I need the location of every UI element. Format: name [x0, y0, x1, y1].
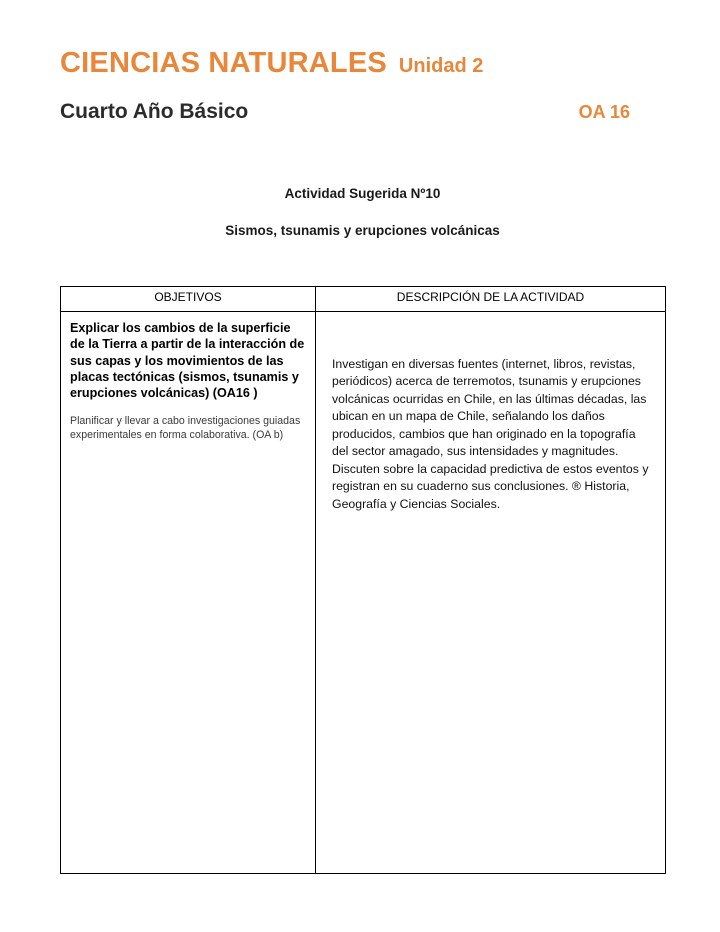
subtitle-line	[60, 100, 665, 124]
objective-secondary-text: Planificar y llevar a cabo investigaciones guiadas experimentales en forma colaborativa. (OA b)	[70, 414, 301, 441]
title-line	[60, 48, 665, 80]
unit-label: Unidad 2	[398, 55, 484, 77]
table-header-row	[61, 286, 666, 311]
activity-description-text: Investigan en diversas fuentes (internet, libros, revistas, periódicos) acerca de terremotos, tsunamis y erupciones volcánicas ocurridas en Chile, en las últimas décadas, las ubican en un mapa de Chile, señalando los daños producidos, cambios que han originado en la topografía del sector amagado, sus intensidades y magnitudes. Discuten sobre la capacidad predictiva de estos eventos y registran en su cuaderno sus conclusiones. ® Historia, Geografía y Ciencias Sociales.	[332, 356, 649, 511]
cell-description	[316, 311, 666, 873]
column-header-objectives: OBJETIVOS	[61, 286, 316, 311]
oa-code-label: OA 16	[578, 101, 630, 122]
document-header	[60, 48, 665, 124]
activity-number-label: Actividad Sugerida Nº10	[284, 185, 441, 201]
page-title: CIENCIAS NATURALES	[60, 47, 387, 79]
grade-level-label: Cuarto Año Básico	[60, 99, 249, 123]
cell-objectives	[61, 311, 316, 873]
activity-topic-label: Sismos, tsunamis y erupciones volcánicas	[225, 222, 500, 238]
activity-heading	[60, 186, 665, 238]
table-row	[61, 311, 666, 873]
objective-main-text: Explicar los cambios de la superficie de la Tierra a partir de la interacción de sus capas y los movimientos de las placas tectónicas (sismos, tsunamis y erupciones volcánicas) (OA16 )	[70, 320, 305, 401]
activity-table	[60, 286, 666, 874]
column-header-description: DESCRIPCIÓN DE LA ACTIVIDAD	[316, 286, 666, 311]
